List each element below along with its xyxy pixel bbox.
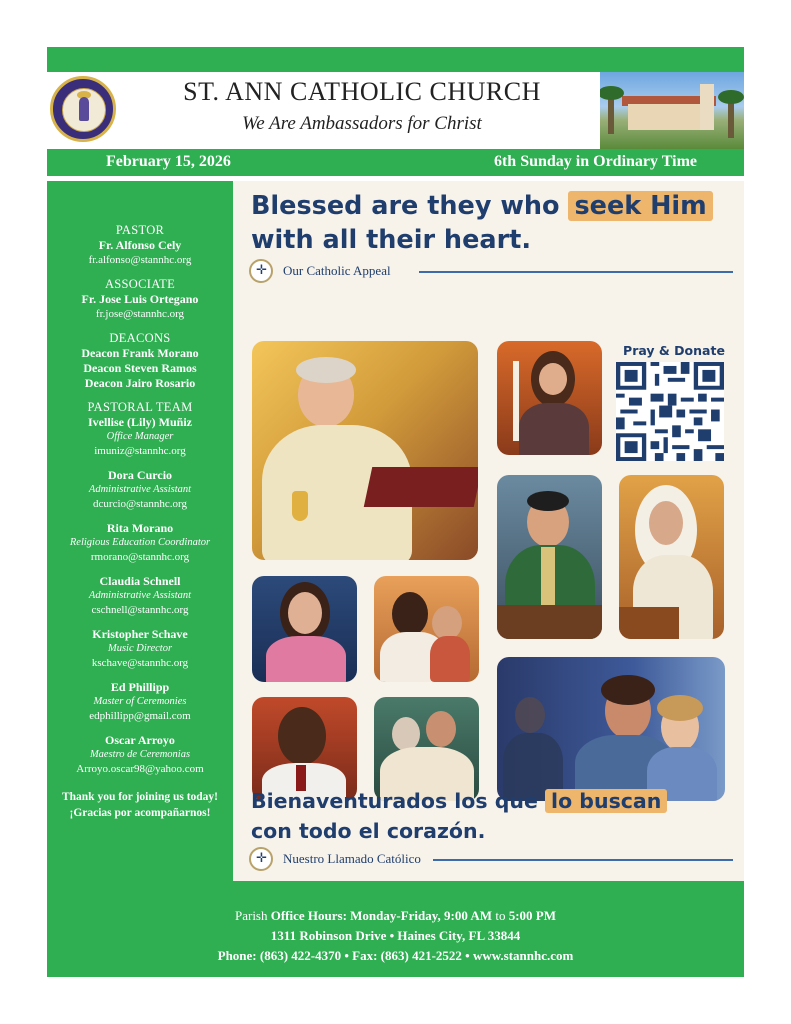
- headline-part: Blessed are they who: [251, 191, 560, 221]
- footline-part: con todo el corazón.: [251, 819, 486, 843]
- parish-address: 1311 Robinson Drive • Haines City, FL 33844: [270, 928, 521, 943]
- photo-woman-praying-veil: [619, 475, 724, 639]
- photo-youth-group: [497, 657, 725, 801]
- hours-value: Monday-Friday, 9:00 AM: [350, 908, 493, 923]
- staff-email[interactable]: cschnell@stannhc.org: [91, 604, 189, 616]
- poster-headline: [251, 189, 741, 257]
- pastoral-team-heading: PASTORAL TEAM: [87, 400, 193, 414]
- staff-role: Master of Ceremonies: [93, 696, 187, 707]
- thank-you-english: Thank you for joining us today!: [61, 791, 219, 803]
- staff-name: Ivellise (Lily) Muñiz: [88, 415, 192, 429]
- staff-role: Religious Education Coordinator: [69, 537, 211, 548]
- staff-email[interactable]: dcurcio@stannhc.org: [93, 498, 187, 510]
- staff-name: Dora Curcio: [107, 468, 173, 482]
- parish-contact[interactable]: Phone: (863) 422-4370 • Fax: (863) 421-2522 • www.stannhc.com: [217, 948, 574, 963]
- headline-part: with all their heart.: [251, 225, 532, 255]
- pastor-heading: PASTOR: [115, 223, 165, 237]
- parish-seal-logo: [50, 76, 116, 142]
- church-title: ST. ANN CATHOLIC CHURCH: [183, 77, 541, 106]
- photo-priest-green-vestment: [497, 475, 602, 639]
- church-building-photo: [600, 72, 744, 149]
- pastor-email[interactable]: fr.alfonso@stannhc.org: [88, 254, 192, 266]
- appeal-name-spanish: Nuestro Llamado Católico: [283, 851, 421, 866]
- date-bar: [47, 149, 744, 176]
- hours-prefix: Parish: [234, 908, 268, 923]
- associate-heading: ASSOCIATE: [104, 277, 176, 291]
- pray-donate-label: Pray & Donate: [623, 343, 725, 358]
- staff-email[interactable]: kschave@stannhc.org: [91, 657, 189, 669]
- thank-you-spanish: ¡Gracias por acompañarnos!: [69, 807, 211, 819]
- deacon-name: Deacon Frank Morano: [81, 346, 199, 360]
- staff-role: Administrative Assistant: [88, 590, 192, 601]
- associate-email[interactable]: fr.jose@stannhc.org: [95, 308, 185, 320]
- footline-part: Bienaventurados los que: [251, 789, 538, 813]
- staff-email[interactable]: Arroyo.oscar98@yahoo.com: [76, 763, 204, 775]
- staff-name: Claudia Schnell: [99, 574, 181, 588]
- divider-line: [433, 859, 733, 861]
- staff-email[interactable]: edphillipp@gmail.com: [89, 710, 191, 722]
- liturgical-day: 6th Sunday in Ordinary Time: [493, 153, 697, 170]
- photo-girl-smiling: [252, 576, 357, 682]
- headline-highlight: seek Him: [568, 191, 712, 221]
- donate-qr-code[interactable]: [616, 362, 724, 461]
- associate-name: Fr. Jose Luis Ortegano: [81, 292, 199, 306]
- staff-role: Office Manager: [106, 431, 174, 442]
- divider-line: [419, 271, 733, 273]
- staff-name: Oscar Arroyo: [105, 733, 175, 747]
- staff-email[interactable]: rmorano@stannhc.org: [90, 551, 190, 563]
- header: [47, 72, 744, 149]
- appeal-banner-spanish: [249, 847, 739, 873]
- staff-sidebar: [47, 181, 233, 881]
- photo-priest-altar: [252, 341, 478, 560]
- poster-spanish-headline: [251, 786, 741, 846]
- deacon-name: Deacon Steven Ramos: [83, 361, 197, 375]
- appeal-name: Our Catholic Appeal: [283, 263, 391, 278]
- staff-name: Ed Phillipp: [110, 680, 170, 694]
- appeal-banner-english: [249, 259, 739, 285]
- bulletin-date: February 15, 2026: [106, 153, 231, 170]
- hours-to: to: [495, 908, 506, 923]
- deacon-name: Deacon Jairo Rosario: [84, 376, 196, 390]
- thank-you-message: [47, 789, 233, 821]
- church-motto: We Are Ambassadors for Christ: [242, 113, 482, 134]
- deacons-heading: DEACONS: [109, 331, 171, 345]
- staff-name: Rita Morano: [106, 521, 174, 535]
- staff-role: Music Director: [107, 643, 173, 654]
- hours-label: Office Hours:: [270, 908, 347, 923]
- photo-lector-reading: [497, 341, 602, 455]
- hours-end: 5:00 PM: [508, 908, 556, 923]
- top-green-bar: [47, 47, 744, 72]
- staff-role: Administrative Assistant: [88, 484, 192, 495]
- pastor-name: Fr. Alfonso Cely: [98, 238, 182, 252]
- photo-mother-child: [374, 576, 479, 682]
- appeal-cross-icon: [249, 259, 273, 283]
- staff-role: Maestro de Ceremonias: [89, 749, 191, 760]
- staff-email[interactable]: imuniz@stannhc.org: [94, 445, 186, 457]
- appeal-cross-icon: [249, 847, 273, 871]
- catholic-appeal-poster: [233, 181, 744, 881]
- bulletin-page: [47, 47, 744, 977]
- footer-contact-bar: [47, 881, 744, 977]
- footline-highlight: lo buscan: [545, 789, 667, 813]
- staff-name: Kristopher Schave: [92, 627, 188, 641]
